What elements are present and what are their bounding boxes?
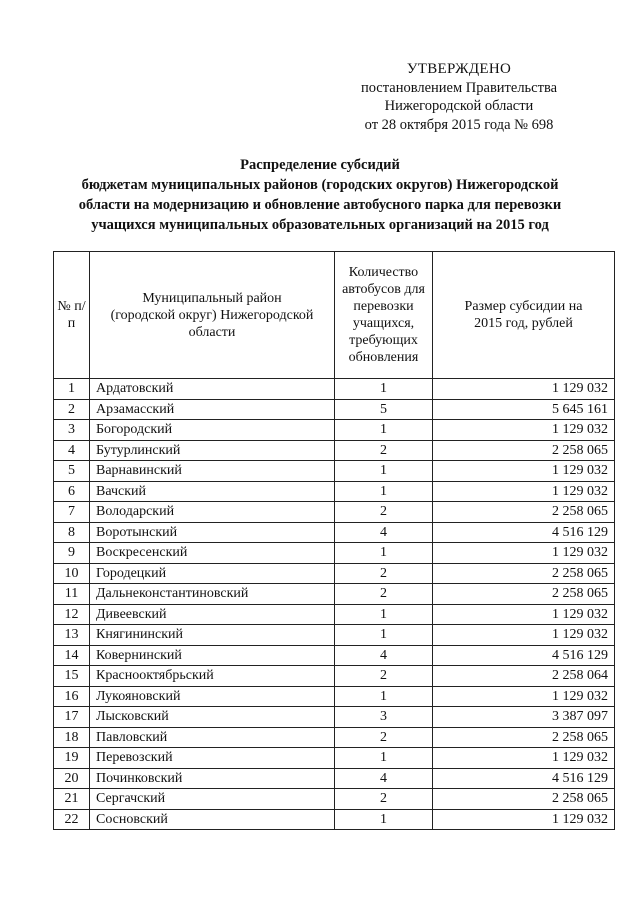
row-num: 1 <box>54 379 90 400</box>
row-subsidy: 3 387 097 <box>433 707 615 728</box>
row-num: 8 <box>54 522 90 543</box>
table-row <box>54 481 615 502</box>
table-row <box>54 502 615 523</box>
row-district: Бутурлинский <box>90 440 335 461</box>
row-num: 10 <box>54 563 90 584</box>
header-num: № п/п <box>54 252 90 379</box>
row-buses: 2 <box>335 502 433 523</box>
row-subsidy: 2 258 065 <box>433 563 615 584</box>
row-num: 2 <box>54 399 90 420</box>
row-buses: 1 <box>335 625 433 646</box>
row-num: 12 <box>54 604 90 625</box>
subsidy-table <box>53 251 615 830</box>
row-buses: 1 <box>335 461 433 482</box>
row-buses: 1 <box>335 686 433 707</box>
row-buses: 2 <box>335 440 433 461</box>
row-buses: 1 <box>335 420 433 441</box>
row-subsidy: 2 258 065 <box>433 440 615 461</box>
row-district: Лысковский <box>90 707 335 728</box>
row-buses: 3 <box>335 707 433 728</box>
table-row <box>54 789 615 810</box>
row-subsidy: 1 129 032 <box>433 543 615 564</box>
row-subsidy: 4 516 129 <box>433 768 615 789</box>
row-district: Варнавинский <box>90 461 335 482</box>
row-buses: 1 <box>335 543 433 564</box>
row-buses: 1 <box>335 809 433 830</box>
row-subsidy: 2 258 065 <box>433 584 615 605</box>
row-buses: 1 <box>335 379 433 400</box>
row-subsidy: 2 258 065 <box>433 727 615 748</box>
row-buses: 1 <box>335 748 433 769</box>
row-district: Володарский <box>90 502 335 523</box>
approval-stamp: УТВЕРЖДЕНО <box>406 61 512 77</box>
row-district: Ардатовский <box>90 379 335 400</box>
row-num: 6 <box>54 481 90 502</box>
table-row <box>54 604 615 625</box>
table-row <box>54 543 615 564</box>
approval-line-1: постановлением Правительства <box>360 79 558 96</box>
table-row <box>54 584 615 605</box>
row-subsidy: 5 645 161 <box>433 399 615 420</box>
row-subsidy: 2 258 065 <box>433 502 615 523</box>
row-subsidy: 1 129 032 <box>433 809 615 830</box>
row-buses: 2 <box>335 789 433 810</box>
row-num: 13 <box>54 625 90 646</box>
table-row <box>54 645 615 666</box>
row-buses: 1 <box>335 481 433 502</box>
row-num: 17 <box>54 707 90 728</box>
approval-line-3: от 28 октября 2015 года № 698 <box>364 116 554 133</box>
row-num: 16 <box>54 686 90 707</box>
row-district: Краснооктябрьский <box>90 666 335 687</box>
row-district: Ковернинский <box>90 645 335 666</box>
row-buses: 4 <box>335 768 433 789</box>
row-buses: 2 <box>335 584 433 605</box>
row-buses: 4 <box>335 522 433 543</box>
row-district: Городецкий <box>90 563 335 584</box>
row-num: 20 <box>54 768 90 789</box>
row-subsidy: 2 258 065 <box>433 789 615 810</box>
row-district: Павловский <box>90 727 335 748</box>
row-subsidy: 1 129 032 <box>433 686 615 707</box>
table-row <box>54 686 615 707</box>
table-row <box>54 707 615 728</box>
row-subsidy: 4 516 129 <box>433 522 615 543</box>
row-buses: 4 <box>335 645 433 666</box>
table-row <box>54 522 615 543</box>
row-subsidy: 1 129 032 <box>433 604 615 625</box>
table-row <box>54 748 615 769</box>
row-district: Сосновский <box>90 809 335 830</box>
row-district: Дальнеконстантиновский <box>90 584 335 605</box>
title-line-1: Распределение субсидий <box>240 157 400 173</box>
row-district: Починковский <box>90 768 335 789</box>
row-district: Вачский <box>90 481 335 502</box>
table-row <box>54 809 615 830</box>
row-num: 3 <box>54 420 90 441</box>
table-header-row <box>54 252 615 379</box>
row-num: 4 <box>54 440 90 461</box>
table-row <box>54 461 615 482</box>
row-district: Дивеевский <box>90 604 335 625</box>
row-subsidy: 1 129 032 <box>433 748 615 769</box>
row-subsidy: 1 129 032 <box>433 420 615 441</box>
table-row <box>54 379 615 400</box>
table-row <box>54 420 615 441</box>
document-title <box>30 155 610 235</box>
row-subsidy: 1 129 032 <box>433 481 615 502</box>
table-row <box>54 666 615 687</box>
row-district: Перевозский <box>90 748 335 769</box>
row-district: Богородский <box>90 420 335 441</box>
row-num: 9 <box>54 543 90 564</box>
row-buses: 2 <box>335 563 433 584</box>
row-num: 22 <box>54 809 90 830</box>
row-num: 14 <box>54 645 90 666</box>
row-num: 21 <box>54 789 90 810</box>
row-subsidy: 2 258 064 <box>433 666 615 687</box>
title-line-4: учащихся муниципальных образовательных организаций на 2015 год <box>91 217 549 233</box>
table-row <box>54 727 615 748</box>
row-buses: 5 <box>335 399 433 420</box>
title-line-3: области на модернизацию и обновление автобусного парка для перевозки <box>78 197 562 213</box>
table-row <box>54 399 615 420</box>
row-num: 7 <box>54 502 90 523</box>
row-district: Воротынский <box>90 522 335 543</box>
row-district: Княгининский <box>90 625 335 646</box>
row-district: Арзамасский <box>90 399 335 420</box>
row-subsidy: 1 129 032 <box>433 379 615 400</box>
approval-block <box>330 60 588 134</box>
header-buses: Количество автобусов для перевозки учащихся, требующих обновления <box>335 252 433 379</box>
header-district: Муниципальный район (городской округ) Нижегородской области <box>90 252 335 379</box>
approval-line-2: Нижегородской области <box>384 98 534 114</box>
table-row <box>54 768 615 789</box>
row-num: 15 <box>54 666 90 687</box>
row-subsidy: 1 129 032 <box>433 625 615 646</box>
row-district: Воскресенский <box>90 543 335 564</box>
row-district: Сергачский <box>90 789 335 810</box>
row-district: Лукояновский <box>90 686 335 707</box>
row-num: 11 <box>54 584 90 605</box>
table-row <box>54 625 615 646</box>
row-num: 5 <box>54 461 90 482</box>
row-buses: 2 <box>335 666 433 687</box>
row-subsidy: 1 129 032 <box>433 461 615 482</box>
row-num: 18 <box>54 727 90 748</box>
table-row <box>54 563 615 584</box>
row-num: 19 <box>54 748 90 769</box>
title-line-2: бюджетам муниципальных районов (городских округов) Нижегородской <box>81 177 559 193</box>
header-subsidy: Размер субсидии на 2015 год, рублей <box>433 252 615 379</box>
row-buses: 1 <box>335 604 433 625</box>
row-buses: 2 <box>335 727 433 748</box>
table-row <box>54 440 615 461</box>
row-subsidy: 4 516 129 <box>433 645 615 666</box>
